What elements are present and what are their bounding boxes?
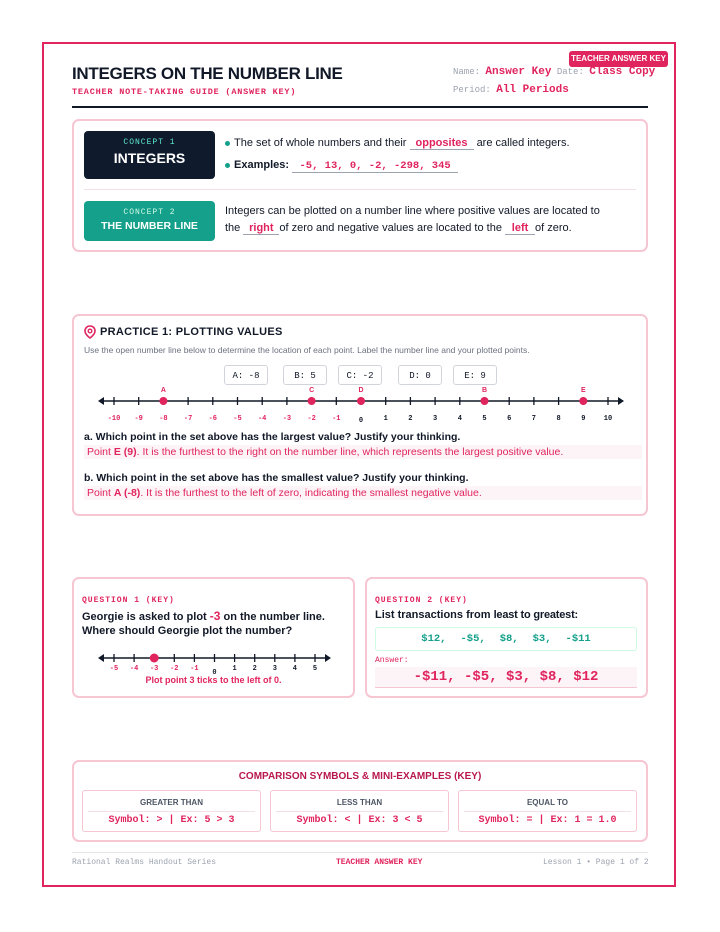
bullet-icon bbox=[225, 163, 230, 168]
greater-than-title: GREATER THAN bbox=[140, 798, 203, 807]
point-chip-c: C: -2 bbox=[338, 365, 382, 385]
practice1-title: PRACTICE 1: PLOTTING VALUES bbox=[100, 326, 283, 338]
less-than-box bbox=[270, 790, 449, 832]
less-than-symbol: Symbol: < | Ex: 3 < 5 bbox=[296, 815, 423, 826]
footer-answer-key: TEACHER ANSWER KEY bbox=[336, 858, 423, 867]
tick-label: 8 bbox=[556, 415, 561, 423]
bullet-icon bbox=[225, 141, 230, 146]
question-a: a. Which point in the set above has the largest value? Justify your thinking. bbox=[84, 431, 461, 443]
tick-label: 3 bbox=[432, 415, 438, 423]
question2-text-bold: least to greatest bbox=[493, 609, 575, 621]
greater-than-symbol: Symbol: > | Ex: 5 > 3 bbox=[108, 815, 235, 826]
question-b: b. Which point in the set above has the smallest value? Justify your thinking. bbox=[84, 472, 469, 484]
tick-label: 0 bbox=[358, 417, 364, 425]
tick-label: 5 bbox=[482, 415, 487, 423]
point-label: D bbox=[358, 387, 364, 394]
question1-answer: Plot point 3 ticks to the left of 0. bbox=[145, 675, 282, 685]
tick-label: 5 bbox=[312, 665, 318, 673]
equal-to-box bbox=[458, 790, 637, 832]
question2-answer-label: Answer: bbox=[375, 656, 409, 665]
page-subtitle: TEACHER NOTE-TAKING GUIDE (ANSWER KEY) bbox=[72, 87, 297, 97]
tick-label: 10 bbox=[603, 415, 613, 423]
concept2-line1: Integers can be plotted on a number line where positive values are located to bbox=[225, 205, 600, 217]
transactions-list bbox=[375, 627, 637, 651]
plotted-point bbox=[481, 397, 489, 405]
arrow-right-icon bbox=[618, 397, 624, 405]
question1-label: QUESTION 1 (KEY) bbox=[82, 596, 175, 605]
question1-text-b: on the number line. bbox=[220, 611, 325, 623]
tick-label: 4 bbox=[292, 665, 298, 673]
tick-label: 9 bbox=[581, 415, 586, 423]
tick-label: -8 bbox=[159, 415, 168, 423]
right-blank: right bbox=[243, 222, 279, 235]
answer-b bbox=[84, 486, 642, 500]
tick-label: 3 bbox=[272, 665, 277, 673]
tick-label: -5 bbox=[109, 665, 119, 673]
concept-separator bbox=[84, 189, 636, 190]
plotted-point bbox=[308, 397, 316, 405]
equal-to-symbol: Symbol: = | Ex: 1 = 1.0 bbox=[478, 815, 617, 826]
arrow-left-icon bbox=[98, 397, 104, 405]
location-pin-icon bbox=[84, 325, 96, 339]
transaction-value: -$5, bbox=[460, 633, 486, 645]
period-label: Period: bbox=[453, 85, 491, 95]
tick-label: -2 bbox=[307, 415, 316, 423]
concept1-box bbox=[84, 131, 215, 179]
tick-label: 2 bbox=[252, 665, 257, 673]
concept2-text-b: of zero and negative values are located to the bbox=[279, 222, 502, 234]
concept2-line2 bbox=[225, 222, 572, 235]
less-than-title: LESS THAN bbox=[336, 798, 383, 807]
tick-label: -5 bbox=[233, 415, 242, 423]
question2-label: QUESTION 2 (KEY) bbox=[375, 596, 468, 605]
concept2-heading: THE NUMBER LINE bbox=[101, 220, 198, 232]
page-title: INTEGERS ON THE NUMBER LINE bbox=[72, 64, 343, 83]
question1-text-a: Georgie is asked to plot bbox=[82, 611, 210, 623]
equal-to-title: EQUAL TO bbox=[526, 798, 569, 807]
tick-label: -1 bbox=[332, 415, 341, 423]
date-label: Date: bbox=[556, 67, 584, 77]
point-chip-b: B: 5 bbox=[283, 365, 327, 385]
answer-key-badge: TEACHER ANSWER KEY bbox=[569, 51, 668, 67]
concept1-heading: INTEGERS bbox=[113, 150, 186, 166]
question1-line2: Where should Georgie plot the number? bbox=[82, 625, 293, 637]
answer-b-prefix: Point bbox=[87, 487, 114, 499]
point-label: A bbox=[160, 387, 166, 394]
answer-a-point: E (9) bbox=[113, 446, 137, 458]
footer-rule bbox=[72, 852, 648, 853]
tick-label: -1 bbox=[190, 665, 199, 673]
plotted-point bbox=[579, 397, 587, 405]
tick-label: -4 bbox=[129, 665, 139, 673]
transaction-value: $8, bbox=[499, 633, 519, 645]
answer-a-text: . It is the furthest to the right on the number line, which represents the largest positive value. bbox=[136, 446, 564, 458]
question1-line1 bbox=[82, 609, 325, 623]
question2-prompt bbox=[375, 609, 578, 621]
answer-b-point: A (-8) bbox=[113, 487, 141, 499]
concept2-label: CONCEPT 2 bbox=[123, 208, 176, 217]
tick-label: 6 bbox=[507, 415, 512, 423]
tick-label: -9 bbox=[134, 415, 143, 423]
arrow-right-icon bbox=[325, 654, 331, 662]
question2-text-a: List transactions from bbox=[375, 609, 494, 621]
point-label: E bbox=[580, 387, 586, 394]
definition-text: The set of whole numbers and their bbox=[234, 137, 407, 149]
footer-page: Lesson 1 • Page 1 of 2 bbox=[543, 858, 649, 867]
name-value: Answer Key bbox=[485, 66, 552, 78]
examples-value: -5, 13, 0, -2, -298, 345 bbox=[292, 160, 458, 173]
tick-label: -3 bbox=[149, 665, 159, 673]
comparison-title: COMPARISON SYMBOLS & MINI-EXAMPLES (KEY) bbox=[238, 771, 482, 782]
plotted-point bbox=[159, 397, 167, 405]
concept1-label: CONCEPT 1 bbox=[123, 138, 176, 147]
tick-label: 4 bbox=[457, 415, 462, 423]
answer-a bbox=[84, 445, 642, 459]
tick-label: -2 bbox=[170, 665, 179, 673]
tick-label: -3 bbox=[282, 415, 292, 423]
concept1-definition bbox=[225, 137, 570, 150]
point-label: C bbox=[309, 387, 315, 394]
tick-label: 7 bbox=[531, 415, 537, 423]
question2-answer: -$11, -$5, $3, $8, $12 bbox=[375, 667, 637, 688]
examples-label: Examples: bbox=[234, 159, 290, 171]
question2-text-b: : bbox=[574, 609, 579, 621]
tick-label: 1 bbox=[232, 665, 237, 673]
name-field bbox=[453, 66, 655, 78]
tick-label: 1 bbox=[383, 415, 388, 423]
answer-b-text: . It is the furthest to the left of zero, indicating the smallest negative value. bbox=[140, 487, 482, 499]
name-label: Name: bbox=[453, 67, 481, 77]
point-chip-e: E: 9 bbox=[453, 365, 497, 385]
practice1-instructions: Use the open number line below to determine the location of each point. Label the number line and your plotted points. bbox=[84, 345, 530, 355]
point-label: B bbox=[481, 387, 488, 394]
tick-label: 0 bbox=[212, 669, 217, 677]
plotted-point bbox=[150, 654, 159, 663]
transaction-value: $12, bbox=[421, 633, 447, 645]
point-chip-d: D: 0 bbox=[398, 365, 442, 385]
question1-number: -3 bbox=[209, 609, 221, 623]
concept2-text-c: of zero. bbox=[535, 222, 572, 234]
concept2-box bbox=[84, 201, 215, 241]
definition-text-end: are called integers. bbox=[476, 137, 570, 149]
tick-label: -7 bbox=[183, 415, 193, 423]
number-line-practice1 bbox=[0, 380, 720, 430]
tick-label: 2 bbox=[408, 415, 413, 423]
arrow-left-icon bbox=[98, 654, 104, 662]
date-value: Class Copy bbox=[589, 66, 656, 78]
footer-series: Rational Realms Handout Series bbox=[72, 858, 217, 867]
concept2-text-a: the bbox=[225, 222, 241, 234]
concept1-examples bbox=[225, 159, 458, 173]
tick-label: -6 bbox=[208, 415, 218, 423]
plotted-point bbox=[357, 397, 365, 405]
transaction-value: -$11 bbox=[565, 633, 591, 645]
number-line-question1 bbox=[0, 645, 360, 677]
point-chip-a: A: -8 bbox=[224, 365, 268, 385]
answer-a-prefix: Point bbox=[87, 446, 114, 458]
tick-label: -4 bbox=[257, 415, 267, 423]
greater-than-box bbox=[82, 790, 261, 832]
period-value: All Periods bbox=[496, 84, 569, 96]
opposites-blank: opposites bbox=[410, 137, 474, 150]
transaction-value: $3, bbox=[532, 633, 552, 645]
left-blank: left bbox=[505, 222, 535, 235]
period-field bbox=[453, 84, 569, 96]
header-rule bbox=[72, 106, 648, 108]
tick-label: -10 bbox=[107, 415, 121, 423]
